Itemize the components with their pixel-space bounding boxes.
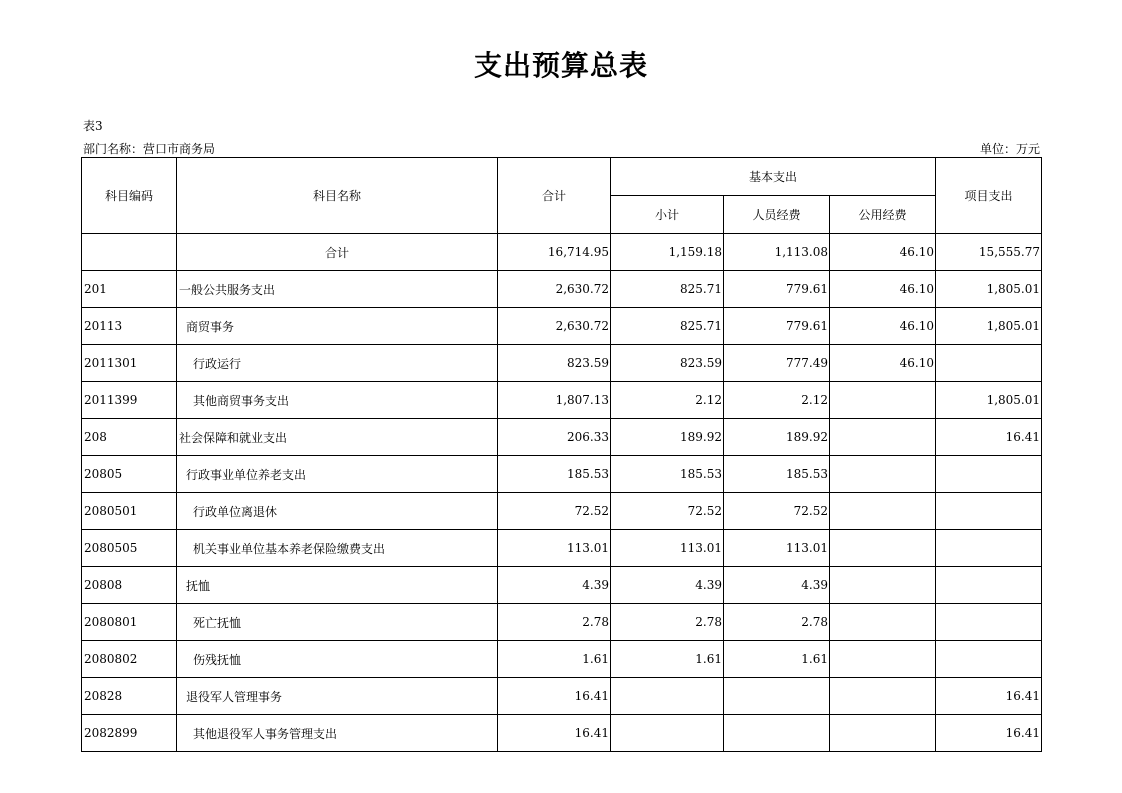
header-subtotal: 小计	[611, 196, 724, 234]
row-project: 1,805.01	[936, 308, 1042, 345]
row-project	[936, 604, 1042, 641]
row-personnel: 185.53	[724, 456, 830, 493]
row-code	[82, 234, 177, 271]
row-project: 15,555.77	[936, 234, 1042, 271]
row-code: 2011399	[82, 382, 177, 419]
row-name: 退役军人管理事务	[177, 678, 498, 715]
row-code: 20828	[82, 678, 177, 715]
row-total: 1,807.13	[498, 382, 611, 419]
row-public: 46.10	[830, 271, 936, 308]
table-row	[82, 567, 1042, 604]
row-personnel: 2.12	[724, 382, 830, 419]
row-subtotal: 1,159.18	[611, 234, 724, 271]
row-name: 抚恤	[177, 567, 498, 604]
row-code: 2080801	[82, 604, 177, 641]
row-subtotal: 823.59	[611, 345, 724, 382]
row-public: 46.10	[830, 308, 936, 345]
row-project	[936, 456, 1042, 493]
row-code: 20808	[82, 567, 177, 604]
budget-table	[81, 157, 1042, 752]
row-project	[936, 345, 1042, 382]
row-name: 伤残抚恤	[177, 641, 498, 678]
row-name: 行政单位离退休	[177, 493, 498, 530]
row-total: 16.41	[498, 715, 611, 752]
row-personnel: 1,113.08	[724, 234, 830, 271]
row-public	[830, 604, 936, 641]
row-public	[830, 456, 936, 493]
row-project	[936, 567, 1042, 604]
row-subtotal: 189.92	[611, 419, 724, 456]
table-row	[82, 530, 1042, 567]
row-project: 1,805.01	[936, 271, 1042, 308]
row-total: 4.39	[498, 567, 611, 604]
row-project	[936, 641, 1042, 678]
row-personnel	[724, 678, 830, 715]
row-personnel: 779.61	[724, 308, 830, 345]
row-total: 1.61	[498, 641, 611, 678]
row-public	[830, 678, 936, 715]
table-row	[82, 234, 1042, 271]
row-code: 2080501	[82, 493, 177, 530]
row-code: 2080505	[82, 530, 177, 567]
row-personnel: 779.61	[724, 271, 830, 308]
row-total: 2,630.72	[498, 271, 611, 308]
table-row	[82, 308, 1042, 345]
row-name: 机关事业单位基本养老保险缴费支出	[177, 530, 498, 567]
row-public: 46.10	[830, 345, 936, 382]
header-code: 科目编码	[82, 158, 177, 234]
row-public	[830, 419, 936, 456]
row-total: 185.53	[498, 456, 611, 493]
header-public: 公用经费	[830, 196, 936, 234]
table-row	[82, 271, 1042, 308]
table-header	[82, 158, 1042, 234]
header-total: 合计	[498, 158, 611, 234]
row-project: 16.41	[936, 419, 1042, 456]
row-total: 2.78	[498, 604, 611, 641]
row-code: 2080802	[82, 641, 177, 678]
row-subtotal: 825.71	[611, 308, 724, 345]
row-subtotal	[611, 715, 724, 752]
row-code: 201	[82, 271, 177, 308]
row-code: 208	[82, 419, 177, 456]
row-public: 46.10	[830, 234, 936, 271]
table-body	[82, 234, 1042, 752]
page-title: 支出预算总表	[473, 49, 648, 82]
row-subtotal: 185.53	[611, 456, 724, 493]
unit-label: 单位：万元	[979, 142, 1040, 156]
row-project	[936, 493, 1042, 530]
row-personnel	[724, 715, 830, 752]
row-total: 72.52	[498, 493, 611, 530]
row-name: 一般公共服务支出	[177, 271, 498, 308]
row-code: 20805	[82, 456, 177, 493]
row-subtotal: 2.12	[611, 382, 724, 419]
row-personnel: 4.39	[724, 567, 830, 604]
table-row	[82, 493, 1042, 530]
row-code: 2082899	[82, 715, 177, 752]
row-public	[830, 493, 936, 530]
row-subtotal: 72.52	[611, 493, 724, 530]
row-name: 其他退役军人事务管理支出	[177, 715, 498, 752]
row-subtotal: 1.61	[611, 641, 724, 678]
row-name: 商贸事务	[177, 308, 498, 345]
row-personnel: 1.61	[724, 641, 830, 678]
row-personnel: 72.52	[724, 493, 830, 530]
row-public	[830, 530, 936, 567]
row-name: 其他商贸事务支出	[177, 382, 498, 419]
row-project	[936, 530, 1042, 567]
row-public	[830, 641, 936, 678]
row-total: 16.41	[498, 678, 611, 715]
table-number: 表3	[83, 119, 103, 133]
row-subtotal	[611, 678, 724, 715]
row-code: 20113	[82, 308, 177, 345]
table-row	[82, 382, 1042, 419]
row-personnel: 113.01	[724, 530, 830, 567]
row-project: 16.41	[936, 715, 1042, 752]
row-public	[830, 715, 936, 752]
row-project: 16.41	[936, 678, 1042, 715]
table-row	[82, 419, 1042, 456]
row-subtotal: 825.71	[611, 271, 724, 308]
table-row	[82, 715, 1042, 752]
header-personnel: 人员经费	[724, 196, 830, 234]
row-total: 2,630.72	[498, 308, 611, 345]
row-personnel: 2.78	[724, 604, 830, 641]
row-total: 16,714.95	[498, 234, 611, 271]
row-total: 823.59	[498, 345, 611, 382]
row-name: 行政事业单位养老支出	[177, 456, 498, 493]
row-name: 行政运行	[177, 345, 498, 382]
table-row	[82, 345, 1042, 382]
row-total: 113.01	[498, 530, 611, 567]
table-row	[82, 456, 1042, 493]
row-name: 社会保障和就业支出	[177, 419, 498, 456]
row-public	[830, 567, 936, 604]
row-subtotal: 113.01	[611, 530, 724, 567]
row-subtotal: 4.39	[611, 567, 724, 604]
row-code: 2011301	[82, 345, 177, 382]
header-name: 科目名称	[177, 158, 498, 234]
header-basic-expenditure: 基本支出	[611, 158, 936, 196]
row-project: 1,805.01	[936, 382, 1042, 419]
row-personnel: 189.92	[724, 419, 830, 456]
table-row	[82, 678, 1042, 715]
table-row	[82, 641, 1042, 678]
row-total: 206.33	[498, 419, 611, 456]
row-public	[830, 382, 936, 419]
table-row	[82, 604, 1042, 641]
header-project-expenditure: 项目支出	[936, 158, 1042, 234]
department-name: 部门名称：营口市商务局	[83, 142, 216, 156]
row-name: 死亡抚恤	[177, 604, 498, 641]
row-name: 合计	[177, 234, 498, 271]
row-personnel: 777.49	[724, 345, 830, 382]
row-subtotal: 2.78	[611, 604, 724, 641]
